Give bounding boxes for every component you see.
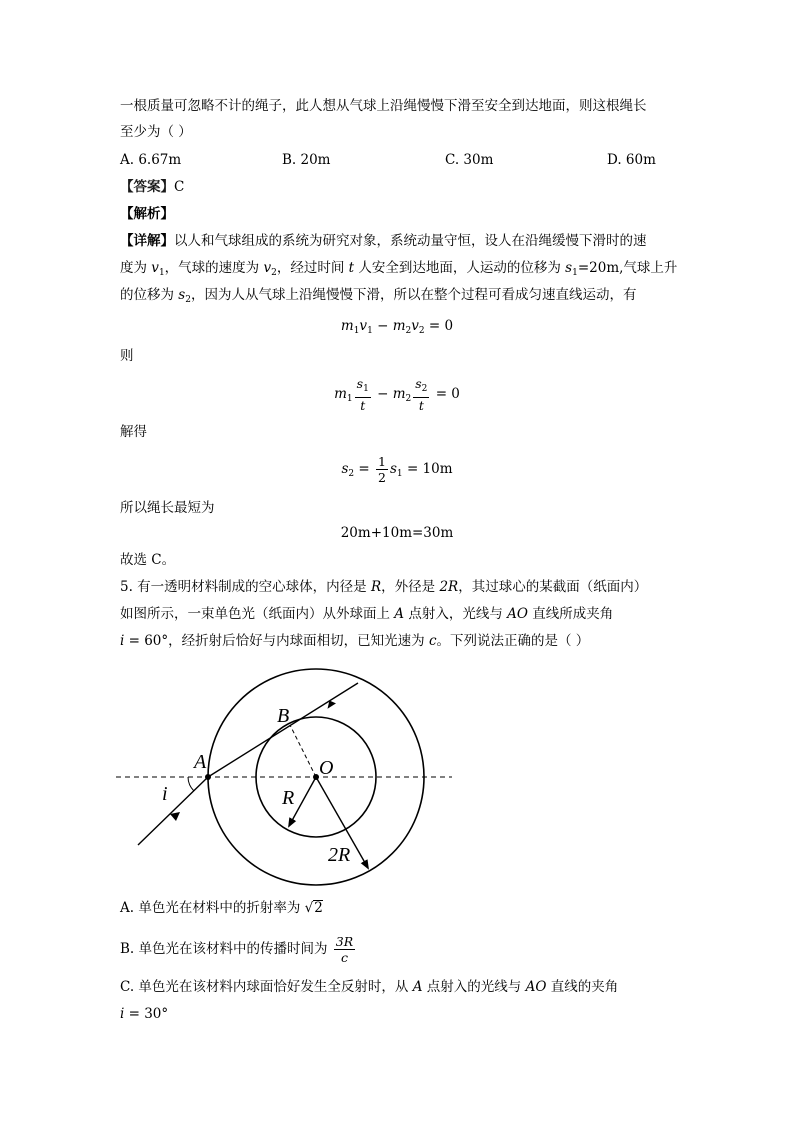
sqrt-expression: √2 (304, 900, 323, 916)
analysis-label: 【解析】 (120, 206, 174, 222)
option-c-angle: = 30° (124, 1006, 169, 1022)
var-v: v (151, 260, 159, 276)
option-a-text: A. 单色光在材料中的折射率为 (120, 900, 305, 916)
var-s: s (389, 461, 397, 477)
detail-label: 【详解】 (120, 233, 174, 249)
subscript: 1 (396, 469, 403, 479)
var-s: s (415, 376, 422, 391)
label-o: O (319, 757, 334, 779)
fraction-numerator: 3R (335, 934, 354, 949)
q5-text: ，经折射后恰好与内球面相切，已知光速为 (168, 633, 429, 649)
q5-text: 直线所成夹角 (527, 606, 614, 622)
subscript: 1 (346, 394, 353, 404)
option-c-line1 (120, 977, 618, 997)
refracted-ray (208, 683, 358, 777)
subscript: 1 (367, 326, 373, 336)
option-b (120, 932, 357, 966)
var-i: i (120, 633, 125, 649)
point-a-dot (205, 774, 211, 780)
var-v: v (359, 318, 368, 334)
subscript: 1 (158, 268, 165, 278)
label-i: i (162, 783, 168, 805)
subscript: 1 (353, 326, 360, 336)
label-2r: 2R (328, 844, 351, 866)
operator: − (372, 386, 393, 402)
label-r: R (282, 787, 295, 809)
option-c-text: 直线的夹角 (546, 979, 619, 995)
then-text: 则 (120, 348, 134, 364)
var-s: s (356, 376, 364, 391)
prev-option-d: D. 60m (607, 152, 656, 168)
option-c-text: 点射入的光线与 (422, 979, 526, 995)
var-i: i (120, 1006, 125, 1022)
incident-ray (138, 777, 208, 845)
prev-question-line1: 一根质量可忽略不计的绳子，此人想从气球上沿绳慢慢下滑至安全到达地面，则这根绳长 (120, 98, 647, 114)
q5-text: = 60° (124, 633, 169, 649)
option-c-text: C. 单色光在该材料内球面恰好发生全反射时，从 (120, 979, 413, 995)
prev-option-c: C. 30m (445, 152, 494, 168)
radius-ob-dashed (290, 725, 316, 777)
q5-text: 。下列说法正确的是（ ） (436, 633, 590, 649)
detail-text: 人安全到达地面，人运动的位移为 (354, 260, 566, 276)
subscript: 2 (405, 326, 412, 336)
var-m: m (334, 386, 347, 402)
fraction-denominator: c (340, 950, 348, 965)
equation-total: 20m+10m=30m (340, 525, 454, 541)
detail-text: ，经过时间 (276, 260, 349, 276)
subscript: 2 (271, 268, 277, 278)
option-b-text: B. 单色光在该材料中的传播时间为 (120, 941, 332, 957)
fraction (334, 934, 355, 965)
var-ao: AO (507, 606, 528, 622)
subscript: 2 (421, 384, 428, 394)
equation-rhs: = 0 (431, 386, 460, 402)
angle-i-arc (188, 777, 194, 791)
choose-text: 故选 C。 (120, 552, 176, 568)
operator: − (372, 318, 393, 334)
operator: = (354, 461, 375, 477)
subscript: 2 (348, 469, 355, 479)
option-a (120, 898, 323, 918)
var-v: v (263, 260, 272, 276)
var-v: v (411, 318, 419, 334)
var-a: A (412, 979, 423, 995)
var-t: t (360, 398, 366, 413)
q5-text: 如图所示，一束单色光（纸面内）从外球面上 (120, 606, 395, 622)
var-m: m (340, 318, 354, 334)
shortest-text: 所以绳长最短为 (120, 500, 215, 516)
q5-text: ，其过球心的某截面（纸面内） (458, 579, 648, 595)
detail-text1: 以人和气球组成的系统为研究对象，系统动量守恒，设人在沿绳缓慢下滑时的速 (174, 233, 647, 249)
q5-text: ，外径是 (381, 579, 440, 595)
var-s: s (565, 260, 573, 276)
detail-text: 的位移为 (120, 287, 179, 303)
answer-label: 【答案】 (120, 179, 174, 195)
solve-text: 解得 (120, 424, 147, 440)
option-c-line2 (120, 1004, 168, 1024)
detail-text: =20m,气球上升 (577, 260, 678, 276)
prev-option-a: A. 6.67m (120, 152, 182, 168)
var-s: s (178, 287, 186, 303)
fraction: $\frac{1}{2}$ (378, 454, 386, 485)
var-ao: AO (525, 979, 547, 995)
sqrt-radicand: 2 (314, 900, 323, 916)
var-m: m (392, 318, 406, 334)
prev-question-line2: 至少为（ ） (120, 124, 192, 140)
detail-text: 度为 (120, 260, 152, 276)
equation-rhs: = 0 (424, 318, 454, 334)
var-t: t (418, 398, 424, 413)
q5-text: 点射入，光线与 (404, 606, 508, 622)
var-s: s (341, 461, 349, 477)
detail-text: ，气球的速度为 (164, 260, 264, 276)
subscript: 1 (363, 384, 369, 394)
label-a: A (194, 751, 207, 773)
var-2r: 2R (439, 579, 459, 595)
var-t: t (348, 260, 355, 276)
subscript: 2 (405, 394, 412, 404)
answer-value: C (174, 179, 185, 195)
var-c: c (428, 633, 437, 649)
var-a: A (394, 606, 405, 622)
q5-text: 5. 有一透明材料制成的空心球体，内径是 (120, 579, 371, 595)
subscript: 1 (572, 268, 578, 278)
var-r: R (370, 579, 382, 595)
prev-option-b: B. 20m (282, 152, 331, 168)
subscript: 2 (185, 295, 191, 305)
detail-text: ，因为人从气球上沿绳慢慢下滑，所以在整个过程可看成匀速直线运动，有 (190, 287, 637, 303)
equation-rhs: = 10m (402, 461, 453, 477)
var-m: m (392, 386, 406, 402)
subscript: 2 (418, 326, 425, 336)
label-b: B (277, 705, 290, 727)
